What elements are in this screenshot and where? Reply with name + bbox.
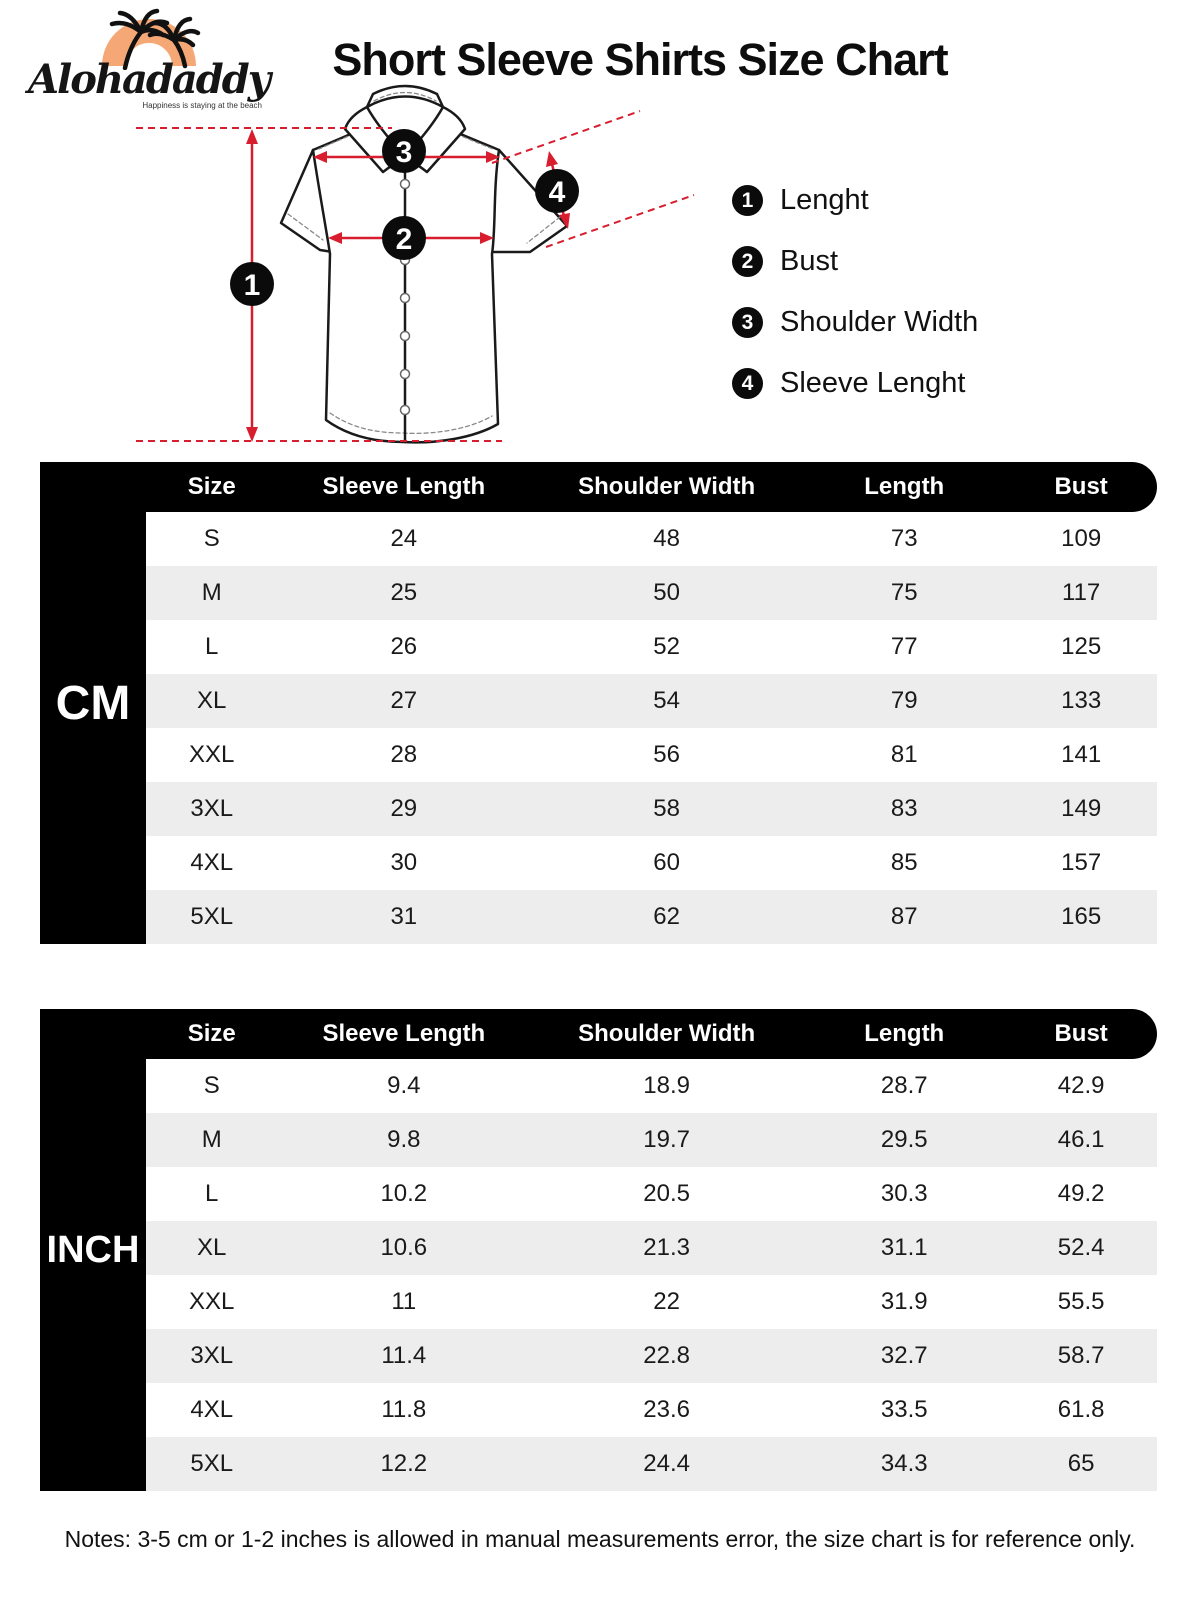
- size-cell: 4XL: [190, 849, 234, 876]
- value-cell: 29.5: [880, 1126, 928, 1153]
- value-cell: 20.5: [643, 1180, 691, 1207]
- size-cell: M: [201, 1126, 222, 1153]
- header-cell: Sleeve Length: [322, 1020, 486, 1047]
- value-cell: 30: [390, 849, 418, 876]
- value-cell: 28.7: [880, 1072, 928, 1099]
- value-cell: 11: [391, 1288, 417, 1315]
- marker-circle-4: [535, 169, 579, 213]
- unit-label: CM: [40, 462, 146, 944]
- value-cell: 79: [890, 687, 918, 714]
- size-table-cm: [40, 462, 1157, 944]
- brand-tagline: Happiness is staying at the beach: [142, 101, 262, 110]
- value-cell: 9.8: [387, 1126, 421, 1153]
- footer-note: Notes: 3-5 cm or 1-2 inches is allowed in manual measurements error, the size chart is for reference only.: [64, 1526, 1136, 1552]
- size-cell: XXL: [189, 741, 235, 768]
- value-cell: 62: [653, 903, 680, 930]
- shirt-measurement-diagram: [0, 0, 1200, 460]
- value-cell: 42.9: [1057, 1072, 1105, 1099]
- value-cell: 77: [890, 633, 918, 660]
- value-cell: 11.8: [381, 1396, 427, 1423]
- value-cell: 56: [653, 741, 680, 768]
- value-cell: 31.1: [880, 1234, 928, 1261]
- value-cell: 87: [890, 903, 918, 930]
- value-cell: 9.4: [387, 1072, 421, 1099]
- value-cell: 48: [653, 525, 680, 552]
- value-cell: 61.8: [1057, 1396, 1105, 1423]
- header-cell: Shoulder Width: [578, 1020, 756, 1047]
- value-cell: 165: [1061, 903, 1102, 930]
- table-row: [146, 1275, 1157, 1329]
- value-cell: 117: [1062, 579, 1101, 606]
- size-cell: XXL: [189, 1288, 235, 1315]
- value-cell: 149: [1061, 795, 1102, 822]
- value-cell: 58: [653, 795, 680, 822]
- brand-name: Alohadaddy: [28, 56, 269, 103]
- value-cell: 73: [890, 525, 918, 552]
- legend-number-badge: 3: [732, 307, 763, 338]
- legend-item-label: Lenght: [780, 183, 869, 216]
- table-row: [146, 566, 1157, 620]
- svg-text:4: 4: [548, 176, 566, 209]
- value-cell: 60: [653, 849, 680, 876]
- table-row: [146, 512, 1157, 566]
- legend-number-badge: 4: [732, 368, 763, 399]
- header-cell: Shoulder Width: [578, 473, 756, 500]
- legend-number-badge: 1: [732, 185, 763, 216]
- value-cell: 58.7: [1057, 1342, 1105, 1369]
- svg-text:3: 3: [395, 136, 413, 169]
- value-cell: 81: [890, 741, 918, 768]
- legend-item: [732, 184, 978, 216]
- shirt-drawing: [281, 86, 567, 442]
- table-row: [146, 728, 1157, 782]
- value-cell: 23.6: [643, 1396, 691, 1423]
- value-cell: 50: [653, 579, 680, 606]
- value-cell: 109: [1061, 525, 1102, 552]
- table-row: [146, 1059, 1157, 1113]
- table-row: [146, 1383, 1157, 1437]
- value-cell: 24: [390, 525, 418, 552]
- svg-text:2: 2: [395, 223, 413, 256]
- table-main: [146, 462, 1157, 944]
- header-cell: Bust: [1054, 1020, 1108, 1047]
- table-row: [146, 1221, 1157, 1275]
- value-cell: 52.4: [1057, 1234, 1105, 1261]
- table-row: [146, 1437, 1157, 1491]
- size-cell: 5XL: [190, 1450, 234, 1477]
- value-cell: 29: [390, 795, 418, 822]
- size-cell: S: [203, 1072, 220, 1099]
- legend-item-label: Shoulder Width: [780, 305, 979, 338]
- value-cell: 26: [390, 633, 418, 660]
- value-cell: 27: [390, 687, 418, 714]
- page-title: Short Sleeve Shirts Size Chart: [332, 34, 948, 85]
- header-cell: Size: [187, 473, 236, 500]
- value-cell: 49.2: [1057, 1180, 1105, 1207]
- value-cell: 10.6: [380, 1234, 428, 1261]
- table-main: [146, 1009, 1157, 1491]
- sleeve-upper-guide: [492, 111, 640, 163]
- legend-item: [732, 306, 978, 338]
- table-row: [146, 1167, 1157, 1221]
- table-row: [146, 1113, 1157, 1167]
- value-cell: 22: [653, 1288, 680, 1315]
- value-cell: 34.3: [880, 1450, 928, 1477]
- header-cell: Sleeve Length: [322, 473, 486, 500]
- value-cell: 125: [1061, 633, 1102, 660]
- value-cell: 24.4: [643, 1450, 691, 1477]
- table-row: [146, 890, 1157, 944]
- measurement-legend: [732, 184, 978, 428]
- value-cell: 83: [890, 795, 918, 822]
- value-cell: 75: [890, 579, 918, 606]
- marker-circle-1: [230, 262, 274, 306]
- value-cell: 25: [390, 579, 418, 606]
- size-cell: XL: [197, 687, 227, 714]
- size-cell: XL: [197, 1234, 227, 1261]
- value-cell: 65: [1067, 1450, 1095, 1477]
- value-cell: 28: [390, 741, 418, 768]
- table-row: [146, 674, 1157, 728]
- value-cell: 55.5: [1057, 1288, 1105, 1315]
- value-cell: 157: [1061, 849, 1102, 876]
- size-cell: 5XL: [190, 903, 234, 930]
- size-cell: M: [201, 579, 222, 606]
- svg-text:1: 1: [243, 269, 261, 302]
- value-cell: 31: [390, 903, 418, 930]
- header-cell: Size: [187, 1020, 236, 1047]
- value-cell: 18.9: [643, 1072, 691, 1099]
- size-cell: L: [205, 633, 219, 660]
- value-cell: 10.2: [380, 1180, 428, 1207]
- size-cell: 4XL: [190, 1396, 234, 1423]
- marker-circle-3: [382, 129, 426, 173]
- value-cell: 31.9: [880, 1288, 928, 1315]
- header-cell: Length: [864, 1020, 945, 1047]
- header-cell: Bust: [1054, 473, 1108, 500]
- value-cell: 85: [890, 849, 918, 876]
- marker-circle-2: [382, 216, 426, 260]
- value-cell: 22.8: [643, 1342, 691, 1369]
- collar-band: [367, 86, 443, 107]
- value-cell: 46.1: [1057, 1126, 1105, 1153]
- size-cell: 3XL: [190, 795, 234, 822]
- value-cell: 141: [1061, 741, 1102, 768]
- value-cell: 21.3: [643, 1234, 691, 1261]
- table-header-row: [146, 1009, 1157, 1059]
- legend-item: [732, 245, 978, 277]
- value-cell: 19.7: [643, 1126, 691, 1153]
- value-cell: 32.7: [880, 1342, 928, 1369]
- legend-number-badge: 2: [732, 246, 763, 277]
- value-cell: 133: [1061, 687, 1102, 714]
- value-cell: 52: [653, 633, 680, 660]
- legend-item-label: Bust: [780, 244, 839, 277]
- legend-item-label: Sleeve Lenght: [780, 366, 966, 399]
- size-cell: L: [205, 1180, 219, 1207]
- table-row: [146, 1329, 1157, 1383]
- value-cell: 33.5: [880, 1396, 928, 1423]
- size-table-inch: [40, 1009, 1157, 1491]
- legend-item: [732, 367, 978, 399]
- unit-label: INCH: [40, 1009, 146, 1491]
- size-cell: 3XL: [190, 1342, 234, 1369]
- value-cell: 54: [653, 687, 680, 714]
- header-cell: Length: [864, 473, 945, 500]
- table-header-row: [146, 462, 1157, 512]
- value-cell: 30.3: [880, 1180, 928, 1207]
- table-row: [146, 620, 1157, 674]
- table-row: [146, 836, 1157, 890]
- value-cell: 12.2: [380, 1450, 428, 1477]
- size-cell: S: [203, 525, 220, 552]
- value-cell: 11.4: [381, 1342, 427, 1369]
- table-row: [146, 782, 1157, 836]
